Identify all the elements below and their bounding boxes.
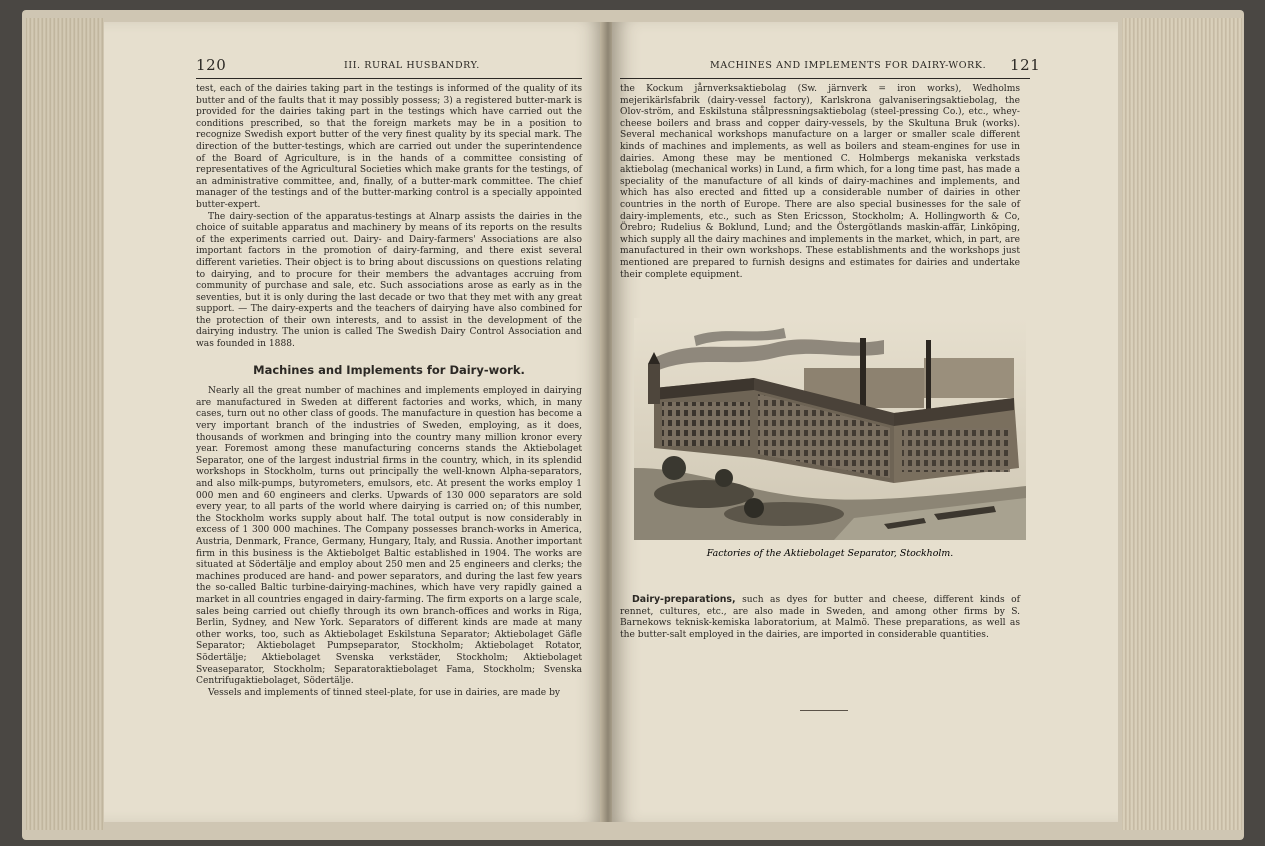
- section-heading: Machines and Implements for Dairy-work.: [253, 362, 525, 377]
- factory-illustration: [634, 318, 1026, 540]
- closing-rule: [800, 710, 848, 711]
- left-page-number: 120: [196, 56, 227, 74]
- left-text-block: [196, 84, 582, 699]
- right-text-block: [620, 84, 1020, 281]
- header-rule: [196, 78, 582, 79]
- right-bottom-text: [620, 594, 1020, 641]
- paragraph: Vessels and implements of tinned steel-plate, for use in dairies, are made by: [208, 687, 561, 698]
- right-page-number: 121: [1010, 56, 1041, 74]
- page-edges-left: [26, 18, 104, 830]
- right-running-header: MACHINES AND IMPLEMENTS FOR DAIRY-WORK.: [710, 60, 987, 71]
- paragraph: Nearly all the great number of machines and implements employed in dairying are manufactured in Sweden at different factories and works, which, in many cases, turn out no other class of goods. The manufacture in question has become a very important branch of the industries of Sweden, employing, as it does, thousands of workmen and bringing into the country many million kronor every year. Foremost among these manufacturing concerns stands the Aktiebolaget Separator, one of the largest industrial firms in the country, which, in its splendid workshops in Stockholm, turns out principally the well-known Alpha-separators, and also milk-pumps, butyrometers, emulsors, etc. At present the works employ 1 000 men and 60 engineers and clerks. Upwards of 130 000 separators are sold every year, to all parts of the world where dairying is carried on; of this number, the Stockholm works supply about half. The total output is now considerably in excess of 1 300 000 machines. The Company possesses branch-works in America, Austria, Denmark, France, Germany, Hungary, Italy, and Russia. Another important firm in this business is the Aktiebolget Baltic established in 1904. The works are situated at Södertälje and employ about 250 men and 25 engineers and clerks; the machines produced are hand- and power separators, and during the last few years the so-called Baltic turbine-dairying-machines, which have very rapidly gained a market in all countries engaged in dairy-farming. The firm exports on a large scale, sales being carried out chiefly through its own branch-offices and works in Riga, Berlin, Sydney, and New York. Separators of different kinds are made at many other works, too, such as Aktiebolaget Eskilstuna Separator; Aktiebolaget Gäfle Separator; Aktiebolaget Pumpseparator, Stockholm; Aktiebolaget Rotator, Södertälje; Aktiebolaget Svenska verkstäder, Stockholm; Aktiebolaget Sveaseparator, Stockholm; Separatoraktiebolaget Fama, Stockholm; Svenska Centrifugaktiebolaget, Södertälje.: [196, 386, 582, 687]
- paragraph: test, each of the dairies taking part in the testings is informed of the quality of its butter and of the faults that it may possibly possess; 3) a registered butter-mark is provided for the dairies taking part in the testings which have carried out the conditions prescribed, so that the foreign markets may be in a position to recognize Swedish export butter of the very finest quality by its special mark. The direction of the butter-testings, which are carried out under the superintendence of the Board of Agriculture, is in the hands of a committee consisting of representatives of the Agricultural Societies which make grants for the testings, of an administrative committee, and, finally, of a butter-mark committee. The chief manager of the testings and of the butter-marking control is a specially appointed butter-expert.: [196, 84, 582, 210]
- figure-caption: Factories of the Aktiebolaget Separator, Stockholm.: [706, 548, 954, 559]
- left-page: [104, 22, 604, 822]
- paragraph: The dairy-section of the apparatus-testings at Alnarp assists the dairies in the choice of suitable apparatus and machinery by means of its reports on the results of the experiments carried out. Dairy- and Dairy-farmers' Associations are also important factors in the promotion of dairy-farming, and there exist several different varieties. Their object is to bring about discussions on questions relating to dairying, and to procure for their members the advantages accruing from community of purchase and sale, etc. Such associations arose as early as in the seventies, but it is only during the last decade or two that they met with any great support. — The dairy-experts and the teachers of dairying have also combined for the protection of their own interests, and to assist in the development of the dairying industry. The union is called The Swedish Dairy Control Association and was founded in 1888.: [196, 211, 582, 350]
- left-running-header: III. RURAL HUSBANDRY.: [344, 60, 480, 71]
- paragraph: the Kockum jårnverksaktiebolag (Sw. järnverk = iron works), Wedholms mejerikärlsfabrik (dairy-vessel factory), Karlskrona galvaniseringsaktiebolag, the Olov-ström, and Eskilstuna stålpressningsaktiebolag (steel-pressing Co.), etc., whey-cheese boilers and brass and copper dairy-vessels, by the Skultuna Bruk (works). Several mechanical workshops manufacture on a larger or smaller scale different kinds of machines and implements, as well as boilers and steam-engines for use in dairies. Among these may be mentioned C. Holmbergs mekaniska verkstads aktiebolag (mechanical works) in Lund, a firm which, for a long time past, has made a speciality of the manufacture of all kinds of dairy-machines and implements, and which has also erected and fitted up a considerable number of dairies in other countries in the north of Europe. There are also special businesses for the sale of dairy-implements, etc., such as Sten Ericsson, Stockholm; A. Hollingworth & Co, Örebro; Rudelius & Boklund, Lund; and the Östergötlands maskin-affär, Linköping, which supply all the dairy machines and implements in the market, which, in part, are manufactured in their own workshops. These establishments and the workshops just mentioned are prepared to furnish designs and estimates for dairies and undertake their complete equipment.: [620, 84, 1020, 280]
- header-rule: [620, 78, 1030, 79]
- paragraph: such as dyes for butter and cheese, different kinds of rennet, cultures, etc., are also made in Sweden, and among other firms by S. Barnekows teknisk-kemiska laboratorium, at Malmö. These preparations, as well as the butter-salt employed in the dairies, are imported in considerable quantities.: [620, 595, 1020, 640]
- lead-in: Dairy-preparations,: [632, 594, 736, 605]
- page-edges-right: [1122, 18, 1242, 830]
